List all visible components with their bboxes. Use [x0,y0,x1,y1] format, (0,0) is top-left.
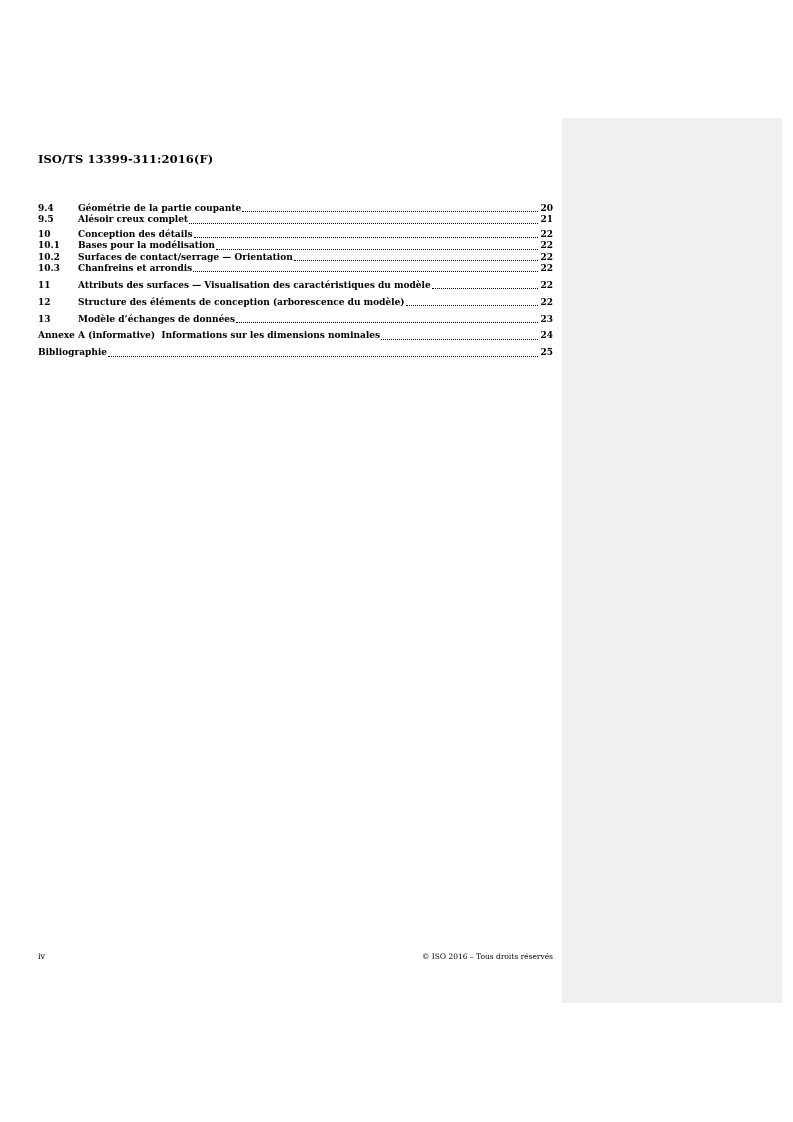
toc-title: Modèle d’échanges de données [78,314,236,325]
toc-entry[interactable] [38,298,553,309]
toc-leader [216,241,538,250]
toc-number: 9.5 [38,215,54,226]
toc-entry[interactable] [38,204,553,215]
toc-number: 10.2 [38,252,60,263]
toc-entry[interactable] [38,241,553,252]
document-header: ISO/TS 13399-311:2016(F) [38,152,214,166]
toc-leader [108,348,538,357]
toc-page: 25 [540,348,553,359]
toc-entry[interactable] [38,230,553,241]
toc-title: Alésoir creux complet [78,215,189,226]
toc-leader [193,263,538,272]
toc-page: 22 [540,241,553,252]
toc-entry-annex[interactable] [38,331,553,342]
toc-title: Bibliographie [38,348,108,359]
table-of-contents [38,204,553,360]
toc-leader [236,314,538,323]
copyright-notice: © ISO 2016 – Tous droits réservés [421,952,553,961]
toc-number: 9.4 [38,204,54,214]
toc-title: Géométrie de la partie coupante [78,204,242,214]
toc-number: 12 [38,297,51,308]
toc-page: 22 [540,229,553,240]
toc-title: Attributs des surfaces — Visualisation des caractéristiques du modèle [78,280,431,291]
toc-page: 22 [540,280,553,291]
toc-entry-bibliography[interactable] [38,348,553,359]
toc-entry[interactable] [38,253,553,264]
toc-title: Bases pour la modélisation [78,241,215,252]
toc-number: 10.3 [38,263,60,274]
toc-page: 23 [540,314,553,325]
toc-title: Surfaces de contact/serrage — Orientation [78,252,293,263]
toc-number: 10 [38,229,51,240]
toc-leader [381,331,538,340]
toc-entry[interactable] [38,215,553,226]
toc-title: Annexe A (informative) Informations sur les dimensions nominales [38,331,381,342]
toc-page: 21 [540,215,553,226]
toc-leader [294,252,538,261]
toc-number: 13 [38,314,51,325]
toc-page: 24 [540,331,553,342]
page-number: iv [38,952,46,961]
comment-pane [562,118,782,1003]
toc-leader [432,280,538,289]
toc-page: 20 [540,204,553,214]
toc-page: 22 [540,252,553,263]
toc-leader [194,229,538,238]
toc-entry[interactable] [38,281,553,292]
toc-page: 22 [540,263,553,274]
toc-entry[interactable] [38,315,553,326]
toc-leader [242,203,538,212]
toc-leader [189,215,538,224]
toc-title: Structure des éléments de conception (arborescence du modèle) [78,297,405,308]
toc-page: 22 [540,297,553,308]
toc-title: Chanfreins et arrondis [78,263,193,274]
toc-number: 10.1 [38,241,60,252]
toc-leader [406,297,538,306]
toc-entry[interactable] [38,264,553,275]
toc-title: Conception des détails [78,229,193,240]
toc-number: 11 [38,280,51,291]
